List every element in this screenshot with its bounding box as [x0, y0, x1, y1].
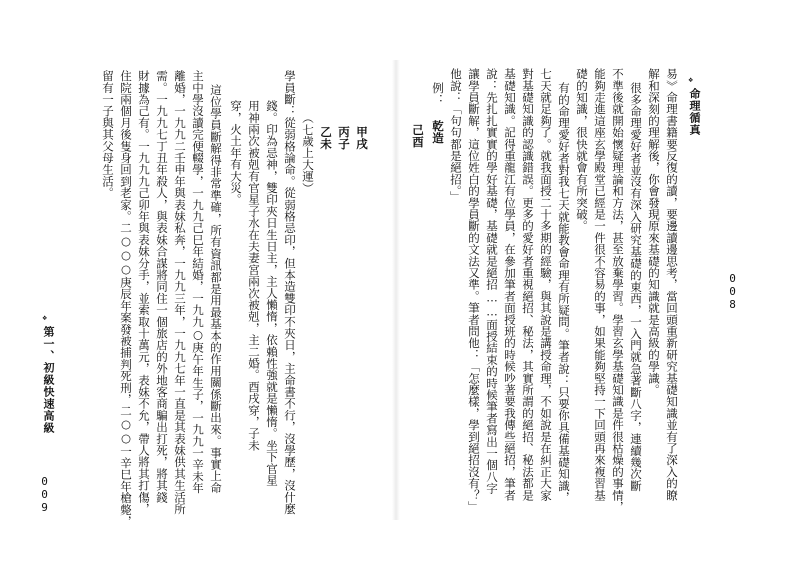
example-title: 乾造 — [431, 120, 445, 144]
student-col-3: 用神兩次被剋有官星子水在夫妻宮兩次被剋，主二婚。酉戌穿，子未 — [247, 100, 261, 451]
right-col-3: 很多命理愛好者並沒有深入研究基礎的東西，一入門就急著斷八字，連續幾次斷 — [629, 82, 643, 492]
right-col-9: 對基礎知識的認識錯誤。更多的愛好者重視絕招、秘法，其實所謂的絕招、秘法都是 — [521, 68, 535, 501]
pillar-1: 甲戌 — [355, 126, 369, 150]
pillar-3: 乙未 — [319, 126, 333, 150]
body-col-4: 需。一九九七丁丑年殺人，與表妹合謀將同住一個旅店的外地客商騙出打死，將其錢 — [155, 70, 169, 503]
right-col-7: 有的命理愛好者對我七天就能教會命理有所疑問。筆者說：只要你具備基礎知識， — [557, 82, 571, 504]
right-col-13: 他說：「句句都是絕招。」 — [449, 68, 463, 203]
body-col-5: 財據為己有。一九九九己卯年與表妹分手，並索取十萬元，表妹不允，帶人將其打傷， — [137, 70, 151, 515]
example-pillar: 己酉 — [411, 124, 425, 148]
left-page-header: 第一、初級快速高級 — [42, 326, 55, 434]
right-col-10: 基礎知識。記得重龍江有位學員，在參加筆者面授班的時候吵著要我傳些絕招，筆者 — [503, 68, 517, 501]
pillar-2: 丙子 — [337, 126, 351, 150]
right-col-4: 不準後就開始懷疑理論和方法，甚至放棄學習。學習玄學基礎知識是件很枯燥的事情， — [611, 68, 625, 513]
body-col-7: 留有一子與其父母生活。 — [101, 70, 115, 199]
right-col-5: 能夠走進這座玄學殿堂已經是一件很不容易的事，如果能夠堅持一下回頭再來複習基 — [593, 68, 607, 501]
body-col-1: 這位學員斷解得非常準確，所有資訊都是用最基本的作用關係斷出來。事實上命 — [209, 84, 223, 494]
right-page-header: 命理循真 — [688, 88, 701, 136]
student-col-4: 穿，火土年有大災。 — [229, 100, 243, 206]
right-col-1: 易》命理書籍要反復的讀，要邊讀邊思考，當回頭重新研究基礎知識並有了深入的瞭 — [665, 68, 679, 501]
right-col-6: 礎的知識，很快就會有所突破。 — [575, 68, 589, 232]
right-col-12: 讓學員斷解，這位姓白的學員斷的文法又準。筆者問他：「怎麼樣，學到絕招沒有？」 — [467, 68, 481, 513]
body-col-3: 離婚，一九九二壬申年與表妹私奔，一九九三年，一九九七年一直是其表妹供其生活所 — [173, 70, 187, 515]
luck-note: （七歲上大運） — [301, 112, 315, 194]
right-page — [396, 0, 793, 561]
student-col-2: 錢。印為忌神，雙印夾日生日主，主人懶惰，依賴性強就是懶惰。坐下官星 — [265, 100, 279, 487]
body-col-6: 住院兩個月後隻身回到老家。二○○○庚辰年案發被捕判死刑，二○○一辛巳年槍斃， — [119, 70, 133, 528]
right-col-2: 解和深刻的理解後，你會發現原來基礎的知識就是高級的學識。 — [647, 68, 661, 396]
header-ornament-icon: ❖ — [42, 315, 48, 322]
left-page-number: 009 — [38, 475, 51, 514]
right-col-11: 說：先扎扎實實的學好基礎，基礎就是絕招……面授結束的時候筆者寫出一個八字 — [485, 68, 499, 495]
header-ornament-icon: ❖ — [688, 77, 694, 84]
right-col-8: 七天就足夠了。就我面授二十多期的經驗，與其說是講授命理，不如說是在糾正大家 — [539, 68, 553, 501]
example-label: 例： — [431, 82, 445, 106]
student-col-1: 學員斷：從弱格論命。從弱格忌印，但本造雙印不夾日，主命書不行，沒學歷，沒什麼 — [283, 70, 297, 515]
left-page — [0, 0, 396, 561]
right-page-number: 008 — [726, 272, 739, 311]
body-col-2: 主中學沒讀完便輟學，一九九己巳年結婚，一九九○庚午年生子，一九九一辛未年 — [191, 70, 205, 494]
